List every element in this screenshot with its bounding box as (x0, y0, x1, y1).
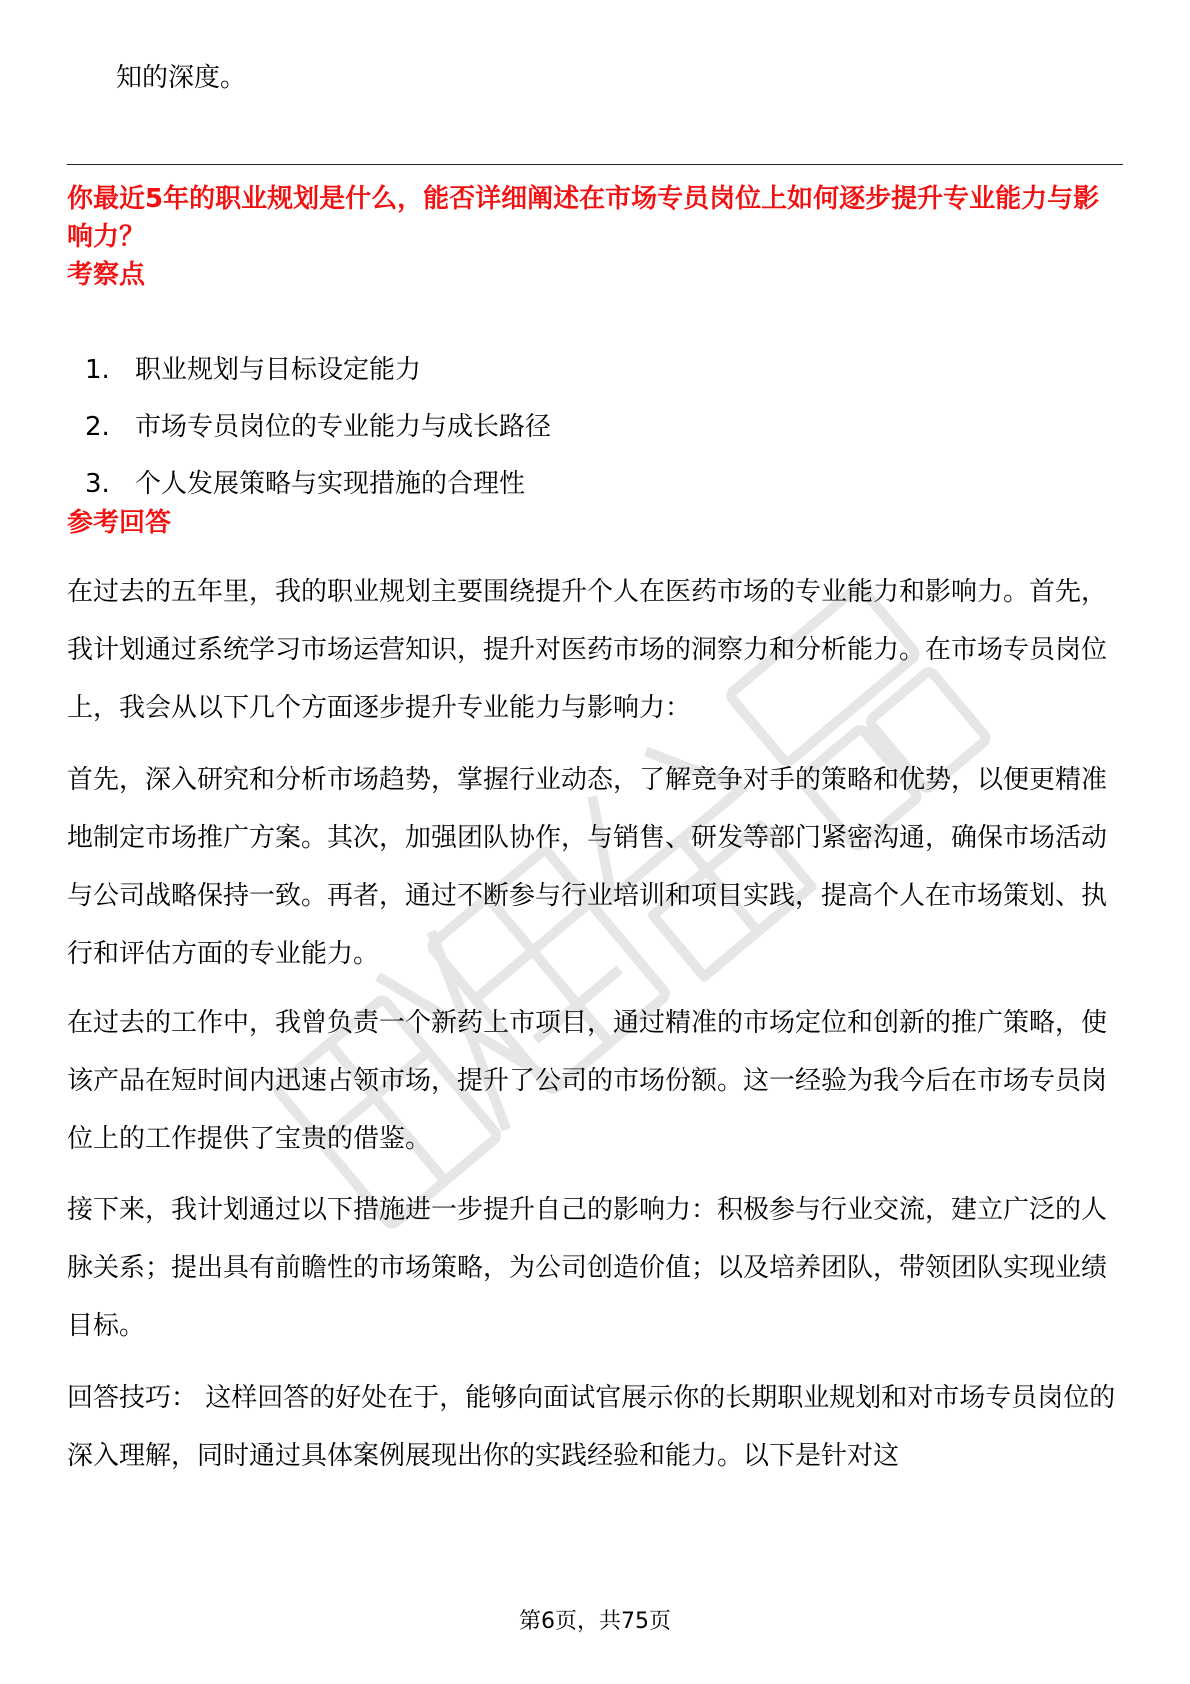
list-item (67, 409, 551, 466)
list-item-text: 个人发展策略与实现措施的合理性 (135, 469, 526, 499)
section-divider (67, 164, 1123, 165)
list-item-text: 市场专员岗位的专业能力与成长路径 (135, 412, 552, 442)
answer-paragraph: 首先，深入研究和分析市场趋势，掌握行业动态，了解竞争对手的策略和优势，以便更精准地制定市场推广方案。其次，加强团队协作，与销售、研发等部门紧密沟通，确保市场活动与公司战略保持一致。再者，通过不断参与行业培训和项目实践，提高个人在市场策划、执行和评估方面的专业能力。 (67, 765, 1108, 969)
list-item (67, 352, 551, 409)
carry-over-text: 知的深度。 (116, 63, 247, 93)
answer-title: 参考回答 (67, 508, 172, 538)
list-item-text: 职业规划与目标设定能力 (135, 355, 422, 385)
answer-paragraph: 在过去的工作中，我曾负责一个新药上市项目，通过精准的市场定位和创新的推广策略，使该产品在短时间内迅速占领市场，提升了公司的市场份额。这一经验为我今后在市场专员岗位上的工作提供了宝贵的借鉴。 (67, 1008, 1108, 1154)
answer-tips-paragraph: 回答技巧： 这样回答的好处在于，能够向面试官展示你的长期职业规划和对市场专员岗位的深入理解，同时通过具体案例展现出你的实践经验和能力。以下是针对这 (67, 1383, 1116, 1471)
question-heading: 你最近5年的职业规划是什么，能否详细阐述在市场专员岗位上如何逐步提升专业能力与影响力？ (67, 184, 1100, 252)
answer-paragraph: 接下来，我计划通过以下措施进一步提升自己的影响力：积极参与行业交流，建立广泛的人脉关系；提出具有前瞻性的市场策略，为公司创造价值；以及培养团队，带领团队实现业绩目标。 (67, 1195, 1108, 1341)
list-item-number: 3. (85, 469, 110, 499)
answer-paragraph: 在过去的五年里，我的职业规划主要围绕提升个人在医药市场的专业能力和影响力。首先，我计划通过系统学习市场运营知识，提升对医药市场的洞察力和分析能力。在市场专员岗位上，我会从以下几个方面逐步提升专业能力与影响力： (67, 577, 1108, 723)
assessment-title: 考察点 (67, 260, 146, 290)
list-item-number: 1. (85, 355, 110, 385)
page-number-footer: 第6页，共75页 (519, 1609, 671, 1634)
list-item-number: 2. (85, 412, 110, 442)
assessment-points-list (67, 352, 551, 523)
